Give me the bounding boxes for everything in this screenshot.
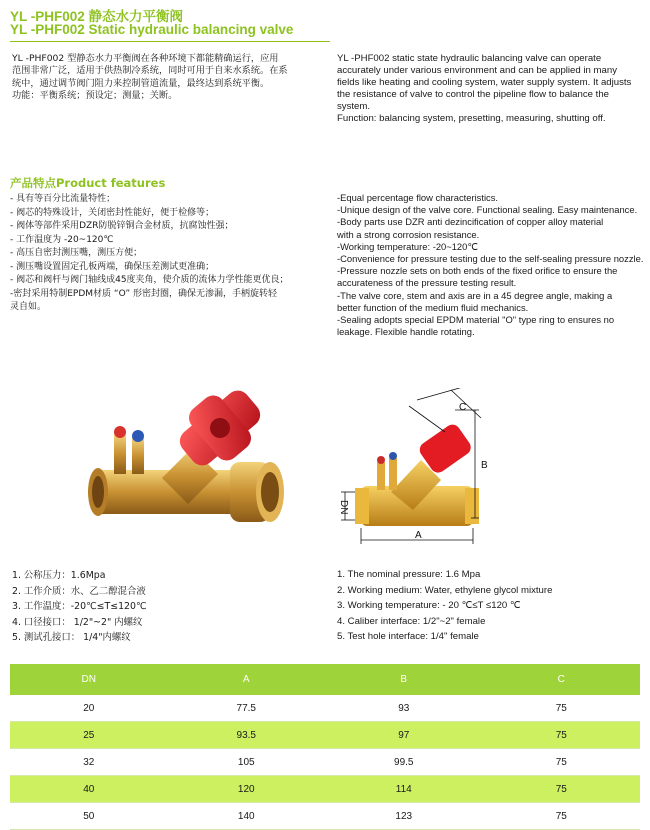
table-header-row — [10, 664, 640, 695]
table-header-c: C — [483, 664, 641, 695]
table-cell: 93.5 — [168, 722, 326, 749]
dim-label-dn: DN — [338, 500, 349, 515]
table-cell: 40 — [10, 776, 168, 803]
spec-en-item: 1. The nominal pressure: 1.6 Mpa — [337, 569, 481, 580]
feature-cn-item: - 阀芯的特殊设计，关闭密封性能好，便于检修等； — [10, 207, 215, 218]
feature-en-item: -Working temperature: -20~120℃ — [337, 240, 478, 252]
table-cell: 77.5 — [168, 695, 326, 722]
intro-en-line: the resistance of valve to control the pipeline flow to balance the system. — [337, 89, 609, 113]
features-list-en — [337, 192, 642, 338]
table-row — [10, 695, 640, 722]
feature-en-item: leakage. Flexible handle rotating. — [337, 326, 475, 338]
dim-label-c: C — [459, 402, 467, 413]
table-cell: 75 — [483, 695, 641, 722]
feature-cn-item: - 阀体等部件采用DZR防脱锌铜合金材质，抗腐蚀性强； — [10, 221, 234, 231]
intro-cn-line: YL -PHF002 型静态水力平衡阀在各种环境下都能精确运行，应用 — [12, 53, 279, 64]
table-cell: 75 — [483, 803, 641, 830]
spec-en-item: 4. Caliber interface: 1/2"~2" female — [337, 615, 486, 627]
table-row — [10, 749, 640, 776]
feature-en-item: with a strong corrosion resistance. — [337, 228, 480, 240]
feature-cn-item: 灵自如。 — [10, 302, 47, 312]
title-underline — [10, 41, 330, 42]
spec-cn-item: 5. 测试孔接口： 1/4"内螺纹 — [12, 632, 131, 643]
specs-list-cn — [12, 568, 147, 646]
table-cell: 123 — [325, 803, 483, 830]
table-cell: 97 — [325, 722, 483, 749]
table-cell: 50 — [10, 803, 168, 830]
dimensions-table — [10, 664, 640, 830]
feature-en-item: better function of the medium fluid mechanics. — [337, 301, 529, 313]
intro-cn-line: 范围非常广泛，适用于供热制冷系统，同时可用于自来水系统。在系 — [12, 65, 288, 77]
intro-en-line: Function: balancing system, presetting, measuring, shutting off. — [337, 113, 606, 125]
feature-en-item: -Equal percentage flow characteristics. — [337, 192, 499, 203]
feature-cn-item: -密封采用特制EPDM材质 “O” 形密封圈，确保无渗漏，手柄旋转轻 — [10, 288, 278, 299]
table-row — [10, 803, 640, 830]
table-header-a: A — [168, 664, 326, 695]
feature-en-item: -Pressure nozzle sets on both ends of the fixed orifice to ensure the — [337, 265, 618, 277]
intro-cn-line: 功能：平衡系统；预设定；测量；关断。 — [12, 89, 178, 101]
table-header-dn: DN — [10, 664, 168, 695]
table-row — [10, 722, 640, 749]
spec-en-item: 5. Test hole interface: 1/4" female — [337, 631, 479, 643]
intro-en-line: YL -PHF002 static state hydraulic balancing valve can operate — [337, 53, 602, 64]
feature-en-item: accurateness of the pressure testing result. — [337, 277, 517, 289]
feature-en-item: -Sealing adopts special EPDM material "O" type ring to ensures no — [337, 314, 615, 326]
specs-list-en — [337, 567, 552, 645]
dim-label-b: B — [481, 460, 488, 471]
feature-en-item: -Convenience for pressure testing due to the self-sealing pressure nozzle. — [337, 253, 644, 265]
intro-en-line: accurately under various environment and can be applied in many — [337, 65, 617, 77]
feature-cn-item: - 工作温度为 -20~120℃ — [10, 234, 114, 245]
intro-cn — [12, 53, 332, 102]
dimension-drawing — [325, 388, 505, 553]
table-cell: 120 — [168, 776, 326, 803]
table-cell: 105 — [168, 749, 326, 776]
spec-cn-item: 3. 工作温度：-20℃≤T≤120℃ — [12, 601, 147, 612]
spec-en-item: 2. Working medium: Water, ethylene glycol mixture — [337, 584, 553, 596]
spec-cn-item: 4. 口径接口： 1/2"~2" 内螺纹 — [12, 616, 143, 628]
table-cell: 20 — [10, 695, 168, 722]
feature-en-item: -Unique design of the valve core. Functional sealing. Easy maintenance. — [337, 204, 638, 216]
table-cell: 114 — [325, 776, 483, 803]
dim-label-a: A — [415, 530, 422, 541]
feature-en-item: -Body parts use DZR anti dezincification of copper alloy material — [337, 216, 604, 228]
features-list-cn — [10, 193, 335, 315]
intro-cn-line: 统中，通过调节阀门阻力来控制管道流量，最终达到系统平衡。 — [12, 77, 270, 89]
feature-cn-item: - 阀芯和阀杆与阀门轴线成45度夹角，使介质的流体力学性能更优良； — [10, 275, 289, 285]
feature-cn-item: - 高压自密封测压嘴，测压方便； — [10, 248, 143, 258]
valve-photo — [80, 378, 320, 548]
table-cell: 99.5 — [325, 749, 483, 776]
spec-cn-item: 2. 工作介质：水、乙二醇混合液 — [12, 585, 146, 597]
table-cell: 75 — [483, 749, 641, 776]
spec-en-item: 3. Working temperature: - 20 ℃≤T ≤120 ℃ — [337, 600, 521, 612]
intro-en — [337, 53, 642, 126]
intro-en-line: fields like heating and cooling system, water supply system. It adjusts — [337, 77, 632, 89]
title-cn: YL -PHF002 静态水力平衡阀 — [10, 9, 184, 24]
table-cell: 93 — [325, 695, 483, 722]
table-cell: 140 — [168, 803, 326, 830]
title-en: YL -PHF002 Static hydraulic balancing valve — [10, 22, 294, 37]
table-cell: 32 — [10, 749, 168, 776]
table-cell: 25 — [10, 722, 168, 749]
spec-cn-item: 1. 公称压力：1.6Mpa — [12, 570, 106, 581]
table-row — [10, 776, 640, 803]
table-header-b: B — [325, 664, 483, 695]
features-title: 产品特点Product features — [10, 176, 166, 190]
table-cell: 75 — [483, 722, 641, 749]
feature-en-item: -The valve core, stem and axis are in a 45 degree angle, making a — [337, 289, 613, 301]
table-cell: 75 — [483, 776, 641, 803]
feature-cn-item: - 具有等百分比流量特性； — [10, 194, 116, 204]
feature-cn-item: - 测压嘴设置固定孔板两端，确保压差测试更准确； — [10, 261, 215, 272]
